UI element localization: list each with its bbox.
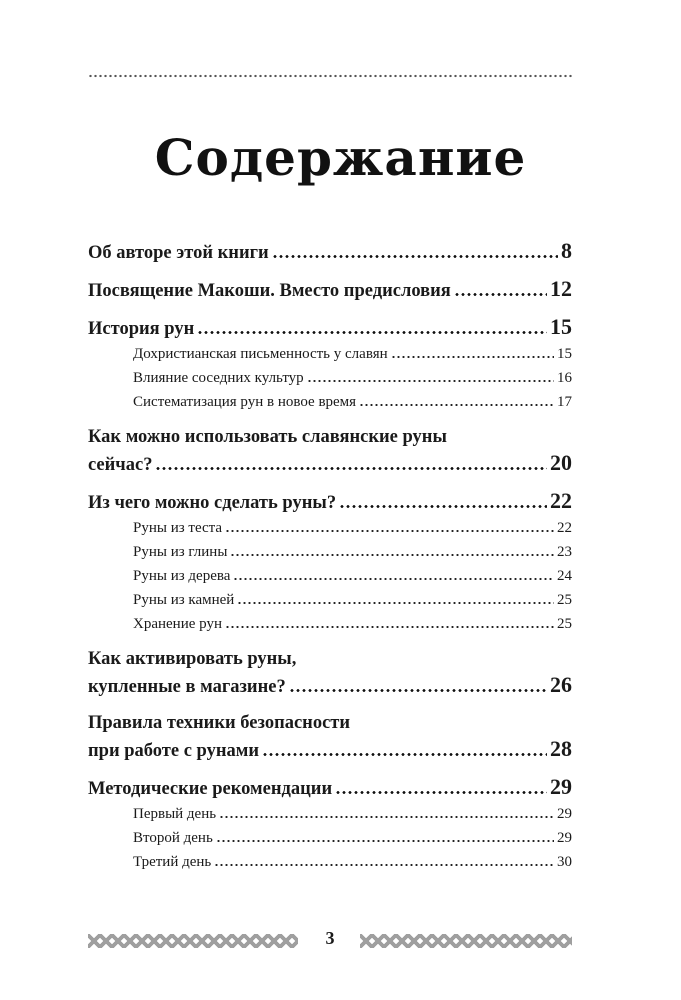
toc-subentry-label: Руны из теста bbox=[133, 520, 223, 536]
toc-subentry bbox=[88, 564, 572, 588]
toc-subentry-page: 22 bbox=[557, 520, 572, 536]
toc-subentry-label: Второй день bbox=[133, 830, 213, 846]
dot-leader bbox=[219, 814, 554, 820]
toc-subentry bbox=[88, 516, 572, 540]
dot-leader bbox=[233, 576, 554, 582]
toc-subentry-page: 15 bbox=[557, 346, 572, 362]
toc-entry-label-line1: Как можно использовать славянские руны bbox=[88, 427, 447, 447]
toc-entry-page: 22 bbox=[550, 488, 572, 513]
table-of-contents bbox=[88, 238, 572, 874]
dot-leader bbox=[391, 354, 554, 360]
toc-entry-page: 29 bbox=[550, 774, 572, 799]
dot-leader bbox=[339, 503, 547, 510]
toc-subentry-page: 23 bbox=[557, 544, 572, 560]
toc-subentry-label: Третий день bbox=[133, 854, 212, 870]
toc-subentry-page: 29 bbox=[557, 830, 572, 846]
toc-entry bbox=[88, 646, 572, 700]
dot-leader bbox=[237, 600, 554, 606]
toc-subentry-page: 16 bbox=[557, 370, 572, 386]
toc-entry bbox=[88, 314, 572, 342]
toc-subentry-page: 17 bbox=[557, 394, 572, 410]
page-title: Содержание bbox=[154, 128, 527, 187]
dot-leader bbox=[225, 528, 554, 534]
toc-subentry-page: 24 bbox=[557, 568, 572, 584]
toc-subentry bbox=[88, 612, 572, 636]
dot-leader bbox=[225, 624, 554, 630]
toc-entry bbox=[88, 488, 572, 516]
dot-leader bbox=[359, 402, 554, 408]
toc-entry-page: 8 bbox=[561, 238, 572, 263]
toc-subentry bbox=[88, 826, 572, 850]
toc-subentry-label: Руны из дерева bbox=[133, 568, 231, 584]
dot-leader bbox=[155, 465, 547, 472]
toc-entry-page: 28 bbox=[550, 736, 572, 761]
toc-subentry-page: 25 bbox=[557, 592, 572, 608]
toc-subentry-label: Первый день bbox=[133, 806, 217, 822]
toc-entry bbox=[88, 710, 572, 764]
dot-leader bbox=[214, 862, 554, 868]
dot-leader bbox=[262, 751, 547, 758]
toc-entry-label: Методические рекомендации bbox=[88, 779, 333, 799]
dot-leader bbox=[216, 838, 554, 844]
toc-subentry bbox=[88, 342, 572, 366]
dot-leader bbox=[307, 378, 554, 384]
toc-entry bbox=[88, 276, 572, 304]
toc-entry-label: Из чего можно сделать руны? bbox=[88, 493, 337, 513]
toc-entry-label: История рун bbox=[88, 319, 195, 339]
toc-entry-label: Об авторе этой книги bbox=[88, 243, 269, 263]
dot-leader bbox=[197, 329, 547, 336]
footer-ornament-left bbox=[88, 934, 298, 948]
dot-leader bbox=[272, 253, 558, 260]
toc-subentry-label: Влияние соседних культур bbox=[133, 370, 304, 386]
toc-subentry bbox=[88, 366, 572, 390]
toc-subentry-label: Хранение рун bbox=[133, 616, 222, 632]
toc-entry-page: 12 bbox=[550, 276, 572, 301]
toc-entry-page: 15 bbox=[550, 314, 572, 339]
toc-entry bbox=[88, 774, 572, 802]
dot-leader bbox=[454, 291, 547, 298]
toc-entry-page: 20 bbox=[550, 450, 572, 475]
toc-entry-label: купленные в магазине? bbox=[88, 677, 286, 697]
footer-ornament-right bbox=[360, 934, 572, 948]
toc-subentry-page: 29 bbox=[557, 806, 572, 822]
toc-subentry-label: Дохристианская письменность у славян bbox=[133, 346, 388, 362]
toc-subentry bbox=[88, 588, 572, 612]
page-number: 3 bbox=[325, 928, 335, 948]
toc-entry-page: 26 bbox=[550, 672, 572, 697]
dot-leader bbox=[289, 687, 547, 694]
toc-subentry-label: Систематизация рун в новое время bbox=[133, 394, 357, 410]
toc-entry bbox=[88, 424, 572, 478]
toc-subentry bbox=[88, 802, 572, 826]
dot-leader bbox=[335, 789, 547, 796]
toc-subentry-label: Руны из камней bbox=[133, 592, 235, 608]
toc-subentry-page: 30 bbox=[557, 854, 572, 870]
toc-entry-label: при работе с рунами bbox=[88, 741, 260, 761]
toc-entry-label-line1: Как активировать руны, bbox=[88, 649, 297, 669]
toc-entry-label: Посвящение Макоши. Вместо предисловия bbox=[88, 281, 451, 301]
toc-subentry bbox=[88, 850, 572, 874]
toc-subentry-label: Руны из глины bbox=[133, 544, 228, 560]
toc-entry bbox=[88, 238, 572, 266]
toc-entry-label: сейчас? bbox=[88, 455, 153, 475]
dot-leader bbox=[230, 552, 554, 558]
toc-entry-label-line1: Правила техники безопасности bbox=[88, 713, 351, 733]
toc-subentry bbox=[88, 390, 572, 414]
toc-subentry bbox=[88, 540, 572, 564]
toc-subentry-page: 25 bbox=[557, 616, 572, 632]
top-dotted-rule bbox=[88, 74, 572, 78]
